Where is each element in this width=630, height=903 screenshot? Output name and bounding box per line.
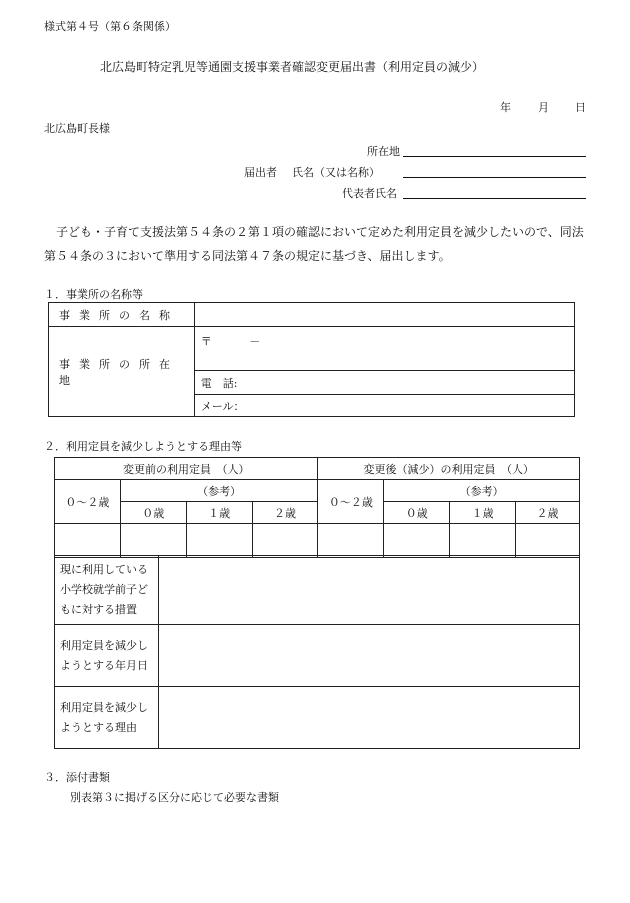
phone-label: 電 話: xyxy=(200,376,238,390)
section1-heading: １．事業所の名称等 xyxy=(44,288,143,301)
age-col-header: ２歳 xyxy=(516,502,580,524)
representative-line[interactable] xyxy=(403,198,586,199)
capacity-input-cell[interactable] xyxy=(318,524,384,558)
date-month-label: 月 xyxy=(538,101,549,114)
body-paragraph: 子ども・子育て支援法第５４条の２第１項の確認において定めた利用定員を減少したいので、同法第５４条の３において準用する同法第４７条の規定に基づき、届出します。 xyxy=(44,225,584,263)
before-capacity-header: 変更前の利用定員 （人） xyxy=(55,458,318,480)
capacity-input-cell[interactable] xyxy=(450,524,516,558)
attachment-text: 別表第３に掲げる区分に応じて必要な書類 xyxy=(70,791,279,804)
age-col-header: ０～２歳 xyxy=(55,480,121,524)
facility-address-field[interactable] xyxy=(194,327,574,371)
address-label: 所在地 xyxy=(367,145,400,158)
current-measures-field[interactable] xyxy=(158,556,579,625)
reduction-reason-field[interactable] xyxy=(158,687,579,749)
capacity-table xyxy=(54,457,580,558)
facility-name-field[interactable] xyxy=(194,303,574,327)
page-title: 北広島町特定乳児等通園支援事業者確認変更届出書（利用定員の減少） xyxy=(100,60,485,74)
mail-label: メール： xyxy=(200,399,245,413)
reduction-date-field[interactable] xyxy=(158,625,579,687)
section2-heading: ２．利用定員を減少しようとする理由等 xyxy=(44,440,242,453)
phone-field[interactable] xyxy=(194,371,574,395)
reduction-date-label: 利用定員を減少しようとする年月日 xyxy=(55,625,159,687)
notifier-label: 届出者 xyxy=(244,166,277,179)
capacity-input-cell[interactable] xyxy=(55,524,121,558)
date-day-label: 日 xyxy=(575,101,586,114)
age-col-header: ２歳 xyxy=(252,502,318,524)
age-col-header: ０～２歳 xyxy=(318,480,384,524)
facility-address-label: 事業所の所在地 xyxy=(49,327,195,417)
name-line[interactable] xyxy=(403,177,586,178)
age-col-header: １歳 xyxy=(450,502,516,524)
capacity-input-cell[interactable] xyxy=(120,524,186,558)
addressee: 北広島町長様 xyxy=(44,122,110,135)
address-line[interactable] xyxy=(403,156,586,157)
facility-name-label: 事業所の名称 xyxy=(49,303,195,327)
capacity-input-cell[interactable] xyxy=(186,524,252,558)
after-reference-label: （参考） xyxy=(384,480,580,502)
section3-heading: ３．添付書類 xyxy=(44,771,110,784)
current-measures-label: 現に利用している小学校就学前子どもに対する措置 xyxy=(55,556,159,625)
age-col-header: １歳 xyxy=(186,502,252,524)
after-capacity-header: 変更後（減少）の利用定員 （人） xyxy=(318,458,580,480)
capacity-input-cell[interactable] xyxy=(252,524,318,558)
reason-table xyxy=(54,555,580,749)
capacity-input-cell[interactable] xyxy=(516,524,580,558)
postal-mark: 〒 xyxy=(200,335,212,348)
facility-table xyxy=(48,302,575,417)
capacity-input-cell[interactable] xyxy=(384,524,450,558)
before-reference-label: （参考） xyxy=(120,480,318,502)
date-year-label: 年 xyxy=(500,101,511,114)
mail-field[interactable] xyxy=(194,395,574,417)
postal-dash: － xyxy=(249,335,261,348)
reduction-reason-label: 利用定員を減少しようとする理由 xyxy=(55,687,159,749)
age-col-header: ０歳 xyxy=(120,502,186,524)
representative-label: 代表者氏名 xyxy=(342,187,397,200)
age-col-header: ０歳 xyxy=(384,502,450,524)
name-label: 氏名（又は名称） xyxy=(292,166,380,179)
form-number: 様式第４号（第６条関係） xyxy=(44,20,176,33)
